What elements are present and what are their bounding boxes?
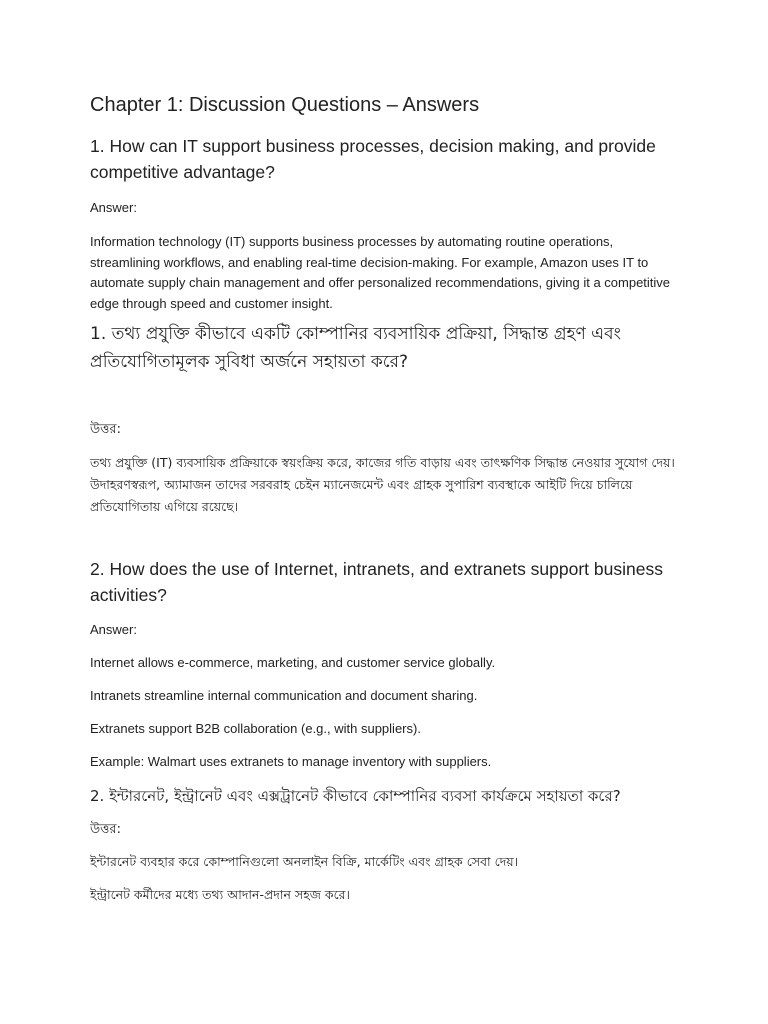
question-2-bn: 2. ইন্টারনেট, ইন্ট্রানেট এবং এক্সট্রানেট কীভাবে কোম্পানির ব্যবসা কার্যক্রমে সহায়তা করে? [90, 787, 621, 805]
answer-1-bn: তথ্য প্রযুক্তি (IT) ব্যবসায়িক প্রক্রিয়াকে স্বয়ংক্রিয় করে, কাজের গতি বাড়ায় এবং তাৎক্ষণিক সিদ্ধান্ত নেওয়ার সুযোগ দেয়। উদাহরণস্বরূপ, অ্যামাজন তাদের সরবরাহ চেইন ম্যানেজমেন্ট এবং গ্রাহক সুপারিশ ব্যবস্থাকে আইটি দিয়ে চালিয়ে প্রতিযোগিতায় এগিয়ে রয়েছে। [90, 455, 675, 514]
answer-2-line-extranet: Extranets support B2B collaboration (e.g., with suppliers). [90, 721, 421, 736]
answer-label-1-bn: উত্তর: [90, 422, 121, 437]
answer-1-en: Information technology (IT) supports business processes by automating routine operations, streamlining workflows, and enabling real-time decision-making. For example, Amazon uses IT to automate supply chain management and offer personalized recommendations, giving it a competitive edge through speed and customer insight. [90, 234, 671, 311]
question-2-en: 2. How does the use of Internet, intranets, and extranets support business activities? [90, 559, 663, 605]
answer-label-2-en: Answer: [90, 622, 137, 637]
answer-2-line-internet: Internet allows e-commerce, marketing, and customer service globally. [90, 655, 496, 670]
answer-label-1-en: Answer: [90, 200, 137, 215]
answer-2-line-intranet: Intranets streamline internal communication and document sharing. [90, 688, 478, 703]
answer-2-line-example: Example: Walmart uses extranets to manage inventory with suppliers. [90, 754, 492, 769]
answer-label-2-bn: উত্তর: [90, 822, 121, 837]
question-1-en: 1. How can IT support business processes, decision making, and provide competitive advantage? [90, 136, 656, 182]
question-1-bn: 1. তথ্য প্রযুক্তি কীভাবে একটি কোম্পানির ব্যবসায়িক প্রক্রিয়া, সিদ্ধান্ত গ্রহণ এবং প্রতিযোগিতামূলক সুবিধা অর্জনে সহায়তা করে? [90, 324, 621, 372]
page-title: Chapter 1: Discussion Questions – Answers [90, 94, 480, 116]
answer-2-bn-line-intranet: ইন্ট্রানেট কর্মীদের মধ্যে তথ্য আদান-প্রদান সহজ করে। [90, 887, 351, 902]
answer-2-bn-line-internet: ইন্টারনেট ব্যবহার করে কোম্পানিগুলো অনলাইন বিক্রি, মার্কেটিং এবং গ্রাহক সেবা দেয়। [90, 854, 519, 869]
